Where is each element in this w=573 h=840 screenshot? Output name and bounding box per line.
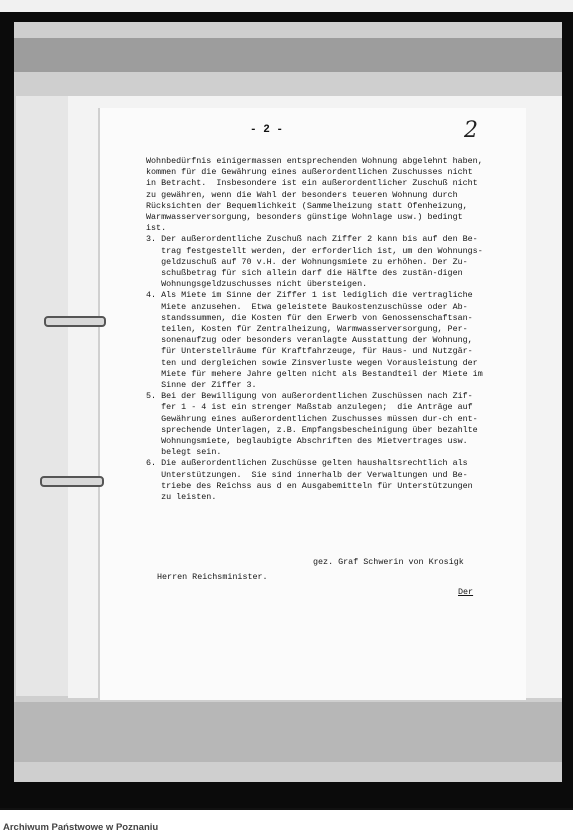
text-line: Rücksichten der Bequemlichkeit (Sammelheizung statt Ofenheizung, [146, 200, 468, 211]
page-marker: - 2 - [250, 124, 284, 136]
top-margin [0, 0, 573, 12]
text-line: belegt sein. [146, 447, 222, 458]
text-line: Wohnungsgeldzuschusses nicht übersteigen. [146, 279, 368, 290]
binder-ring-lower [40, 476, 104, 487]
text-line: Miete für mehere Jahre gelten nicht als Bestandteil der Miete im [146, 368, 483, 379]
text-line: standssummen, die Kosten für den Erwerb von Genossenschaftsan- [146, 312, 473, 323]
text-line: triebe des Reichss aus d en Ausgabemitteln für Unterstützungen [146, 480, 473, 491]
signature-line: gez. Graf Schwerin von Krosigk [313, 557, 464, 567]
text-line: zu gewähren, wenn die Wahl der besonders teueren Wohnung durch [146, 189, 458, 200]
text-line: 4. Als Miete im Sinne der Ziffer 1 ist lediglich die vertragliche [146, 290, 473, 301]
text-line: Wohnbedürfnis einigermassen entsprechenden Wohnung abgelehnt haben, [146, 156, 483, 166]
text-line: für Unterstellräume für Kraftfahrzeuge, für Haus- und Nutzgär- [146, 346, 473, 357]
text-line: Unterstützungen. Sie sind innerhalb der Verwaltungen und Be- [146, 469, 468, 480]
text-line: ist. [146, 223, 167, 234]
closing-der: Der [458, 587, 474, 597]
text-line: teilen, Kosten für Zentralheizung, Warmwasserversorgung, Per- [146, 324, 468, 335]
text-line: sonenaufzug oder besonders veranlagte Ausstattung der Wohnung, [146, 335, 473, 346]
addressee: Herren Reichsminister. [157, 572, 268, 582]
folder-board-top-shadow [14, 38, 562, 72]
text-line: ten und dergleichen sowie Zinsverluste wegen Vorausleistung der [146, 357, 478, 368]
text-line: 5. Bei der Bewilligung von außerordentlichen Zuschüssen nach Zif- [146, 391, 473, 402]
document-body [146, 156, 516, 503]
text-line: schußbetrag für sich allein darf die Hälfte des zustän-digen [146, 268, 463, 279]
text-line: geldzuschuß auf 70 v.H. der Wohnungsmiete zu erhöhen. Der Zu- [146, 256, 468, 267]
text-line: Gewährung eines außerordentlichen Zuschusses müssen dur-ch ent- [146, 413, 478, 424]
text-line: in Betracht. Insbesondere ist ein außerordentlicher Zuschuß nicht [146, 178, 478, 189]
handwritten-page-number: 2 [464, 118, 478, 143]
binder-ring-upper [44, 316, 106, 327]
folder-board-bottom [14, 702, 562, 762]
archive-label: Archiwum Państwowe w Poznaniu [3, 822, 159, 833]
text-line: sprechende Unterlagen, z.B. Empfangsbescheinigung über bezahlte [146, 424, 478, 435]
text-line: trag festgestellt werden, der erforderlich ist, um den Wohnungs- [146, 245, 483, 256]
text-line: zu leisten. [146, 492, 217, 503]
text-line: Sinne der Ziffer 3. [146, 380, 257, 391]
text-line: fer 1 - 4 ist ein strenger Maßstab anzulegen; die Anträge auf [146, 402, 473, 413]
text-line: Miete anzusehen. Etwa geleistete Baukostenzuschüsse oder Ab- [146, 301, 468, 312]
text-line: Wohnungsmiete, beglaubigte Abschriften des Mietvertrages usw. [146, 436, 468, 447]
text-line: kommen für die Gewährung eines außerordentlichen Zuschusses nicht [146, 167, 473, 178]
text-line: 6. Die außerordentlichen Zuschüsse gelten haushaltsrechtlich als [146, 458, 468, 469]
text-line: Warmwasserversorgung, besonders günstige Wohnlage usw.) bedingt [146, 212, 463, 223]
text-line: 3. Der außerordentliche Zuschuß nach Ziffer 2 kann bis auf den Be- [146, 234, 478, 245]
